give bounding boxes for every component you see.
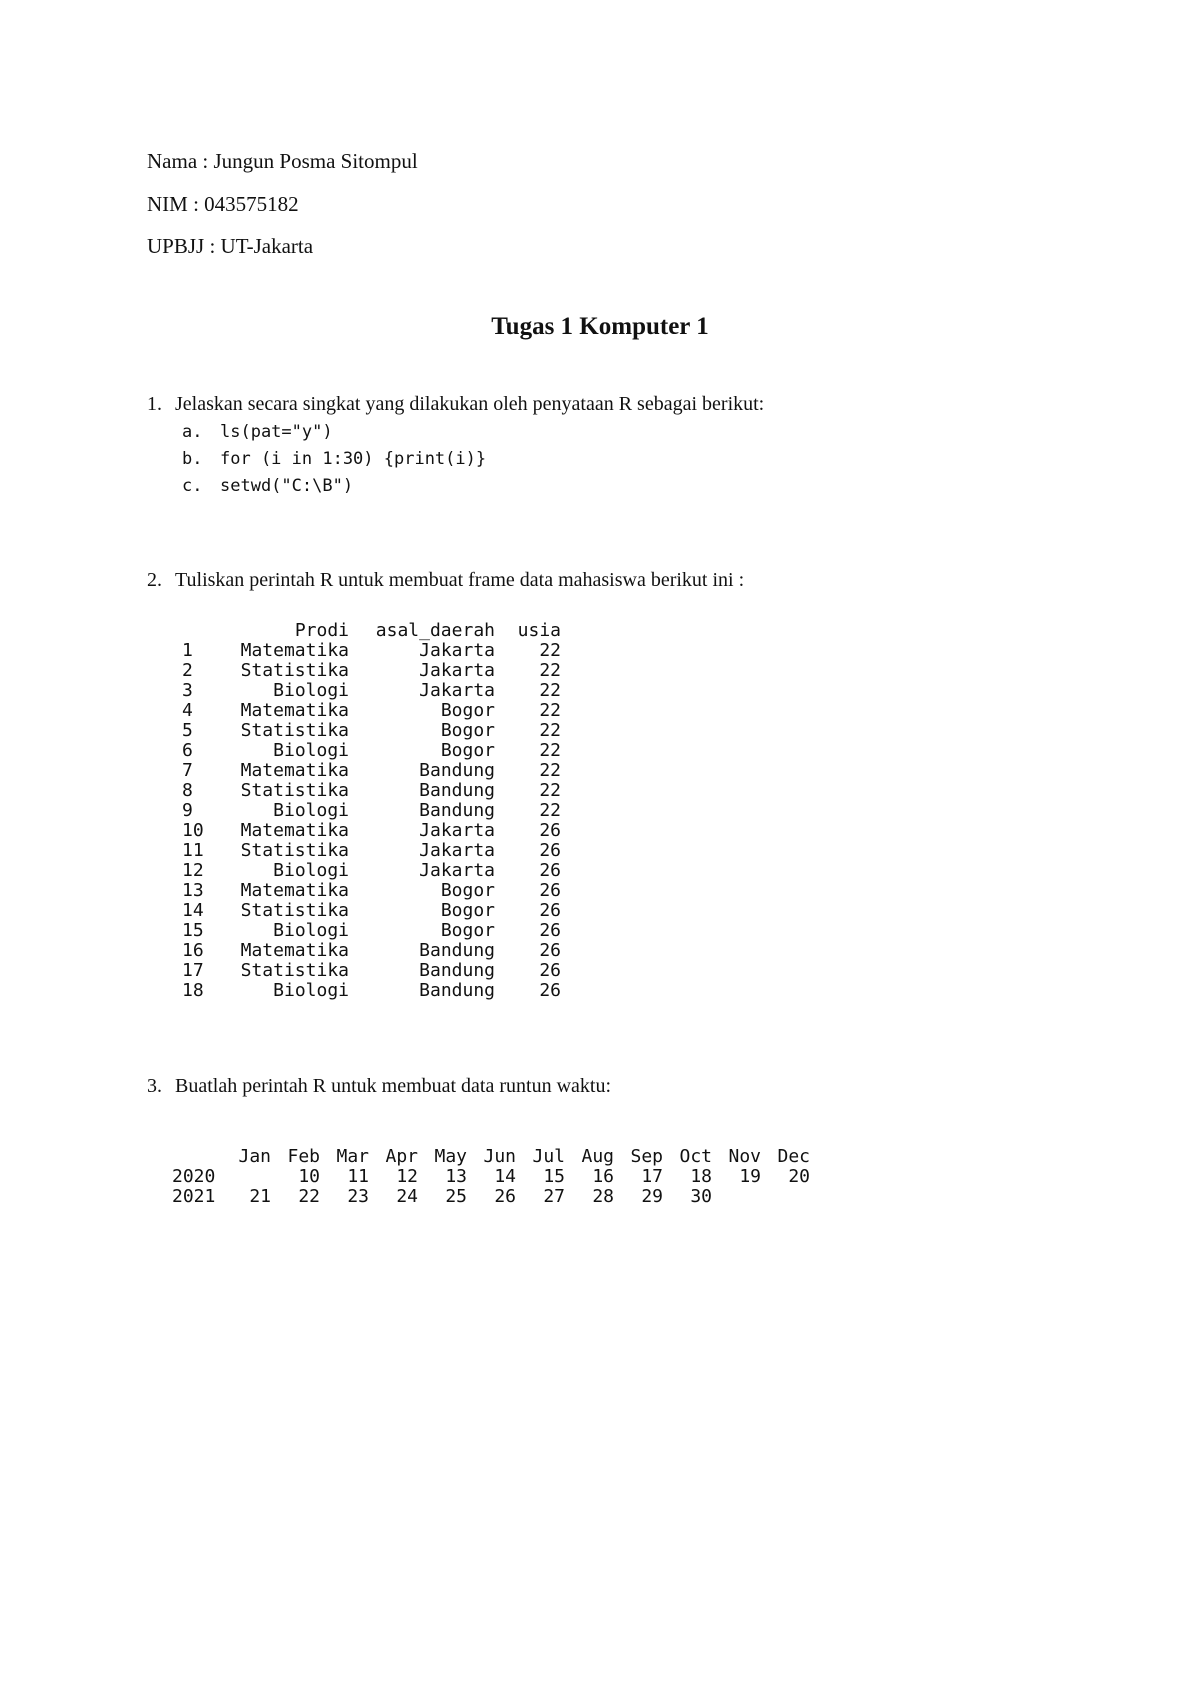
cell-prodi: Matematika [240, 640, 349, 661]
row-index: 15 [182, 920, 204, 941]
cell-asal-daerah: Bogor [440, 920, 495, 941]
row-index: 2 [182, 660, 193, 681]
cell-usia: 22 [539, 780, 561, 801]
table-row [182, 821, 561, 841]
cell-usia: 22 [539, 700, 561, 721]
question-2-number: 2. [147, 569, 162, 591]
row-index: 18 [182, 980, 204, 1001]
row-index: 1 [182, 640, 193, 661]
code-item-code: ls(pat="y") [220, 422, 333, 442]
time-series-value: 16 [592, 1166, 614, 1187]
code-item-marker: b. [182, 449, 203, 469]
cell-asal-daerah: Jakarta [419, 820, 495, 841]
time-series-value: 24 [396, 1186, 418, 1207]
month-header: Dec [777, 1146, 810, 1167]
cell-prodi: Matematika [240, 940, 349, 961]
cell-asal-daerah: Bandung [419, 960, 495, 981]
cell-prodi: Statistika [240, 960, 349, 981]
time-series-value: 29 [641, 1186, 663, 1207]
time-series-value: 17 [641, 1166, 663, 1187]
cell-asal-daerah: Bandung [419, 800, 495, 821]
month-header: Feb [287, 1146, 320, 1167]
column-header-prodi: Prodi [294, 620, 349, 641]
table-row [182, 881, 561, 901]
row-index: 5 [182, 720, 193, 741]
code-item-b [182, 446, 486, 473]
question-3-text: Buatlah perintah R untuk membuat data runtun waktu: [175, 1075, 612, 1097]
time-series-value: 20 [788, 1166, 810, 1187]
time-series-header-row [172, 1147, 810, 1167]
row-index: 7 [182, 760, 193, 781]
cell-prodi: Biologi [273, 860, 349, 881]
time-series-value: 21 [249, 1186, 271, 1207]
time-series-value: 28 [592, 1186, 614, 1207]
table-row [182, 981, 561, 1001]
cell-prodi: Statistika [240, 660, 349, 681]
table-row [182, 721, 561, 741]
row-index: 9 [182, 800, 193, 821]
cell-asal-daerah: Bogor [440, 880, 495, 901]
cell-usia: 22 [539, 680, 561, 701]
code-item-marker: a. [182, 422, 203, 442]
month-header: Mar [336, 1146, 369, 1167]
cell-usia: 26 [539, 900, 561, 921]
column-header-usia: usia [517, 620, 561, 641]
table-row [182, 661, 561, 681]
cell-asal-daerah: Bandung [419, 940, 495, 961]
cell-usia: 22 [539, 760, 561, 781]
code-item-code: for (i in 1:30) {print(i)} [220, 449, 487, 469]
time-series-value [712, 1187, 761, 1207]
question-3 [147, 1073, 611, 1099]
table-row [182, 961, 561, 981]
question-1-text: Jelaskan secara singkat yang dilakukan oleh penyataan R sebagai berikut: [175, 393, 765, 415]
time-series-value: 13 [445, 1166, 467, 1187]
month-header: Apr [385, 1146, 418, 1167]
cell-asal-daerah: Jakarta [419, 680, 495, 701]
month-header: Aug [581, 1146, 614, 1167]
time-series-value: 23 [347, 1186, 369, 1207]
cell-usia: 26 [539, 960, 561, 981]
cell-asal-daerah: Jakarta [419, 840, 495, 861]
code-item-marker: c. [182, 476, 203, 496]
table-row [182, 841, 561, 861]
cell-prodi: Biologi [273, 980, 349, 1001]
row-index: 10 [182, 820, 204, 841]
cell-usia: 22 [539, 660, 561, 681]
question-2 [147, 567, 744, 593]
year-label: 2020 [172, 1166, 216, 1187]
cell-usia: 26 [539, 840, 561, 861]
table-row [182, 781, 561, 801]
question-1 [147, 391, 764, 417]
page-title: Tugas 1 Komputer 1 [491, 313, 709, 340]
cell-usia: 26 [539, 920, 561, 941]
time-series-row [172, 1167, 810, 1187]
row-index: 3 [182, 680, 193, 701]
time-series-value: 11 [347, 1166, 369, 1187]
row-index: 12 [182, 860, 204, 881]
table-row [182, 741, 561, 761]
row-index: 14 [182, 900, 204, 921]
row-index: 6 [182, 740, 193, 761]
table-row [182, 861, 561, 881]
cell-prodi: Statistika [240, 780, 349, 801]
column-header-asal-daerah: asal_daerah [375, 620, 495, 641]
cell-usia: 26 [539, 880, 561, 901]
time-series-value: 12 [396, 1166, 418, 1187]
time-series-corner [172, 1147, 222, 1167]
time-series-value: 19 [739, 1166, 761, 1187]
month-header: Jul [532, 1146, 565, 1167]
code-item-a [182, 419, 486, 446]
year-label: 2021 [172, 1186, 216, 1207]
cell-usia: 22 [539, 720, 561, 741]
cell-asal-daerah: Bogor [440, 720, 495, 741]
row-index: 13 [182, 880, 204, 901]
cell-asal-daerah: Bandung [419, 780, 495, 801]
cell-prodi: Biologi [273, 800, 349, 821]
cell-usia: 22 [539, 640, 561, 661]
cell-asal-daerah: Bogor [440, 700, 495, 721]
time-series-value: 18 [690, 1166, 712, 1187]
cell-usia: 26 [539, 820, 561, 841]
table-row [182, 641, 561, 661]
student-name: Nama : Jungun Posma Sitompul [147, 149, 418, 173]
cell-asal-daerah: Bandung [419, 980, 495, 1001]
time-series-value: 30 [690, 1186, 712, 1207]
table-row [182, 681, 561, 701]
cell-prodi: Statistika [240, 840, 349, 861]
time-series-table [172, 1147, 810, 1207]
table-row [182, 901, 561, 921]
cell-asal-daerah: Jakarta [419, 640, 495, 661]
month-header: Nov [728, 1146, 761, 1167]
time-series-value: 26 [494, 1186, 516, 1207]
row-index: 17 [182, 960, 204, 981]
data-frame-header-row [182, 621, 561, 641]
cell-prodi: Matematika [240, 880, 349, 901]
cell-prodi: Statistika [240, 900, 349, 921]
row-index: 16 [182, 940, 204, 961]
table-row [182, 701, 561, 721]
cell-prodi: Statistika [240, 720, 349, 741]
cell-usia: 22 [539, 740, 561, 761]
cell-prodi: Biologi [273, 740, 349, 761]
question-1-code-list [182, 419, 486, 500]
question-1-number: 1. [147, 393, 162, 415]
month-header: Oct [679, 1146, 712, 1167]
month-header: Sep [630, 1146, 663, 1167]
cell-usia: 26 [539, 980, 561, 1001]
cell-asal-daerah: Bogor [440, 900, 495, 921]
time-series-value [761, 1187, 810, 1207]
cell-prodi: Matematika [240, 760, 349, 781]
month-header: May [434, 1146, 467, 1167]
cell-asal-daerah: Jakarta [419, 660, 495, 681]
cell-asal-daerah: Jakarta [419, 860, 495, 881]
row-index: 8 [182, 780, 193, 801]
time-series-value [222, 1167, 271, 1187]
student-upbjj: UPBJJ : UT-Jakarta [147, 234, 314, 258]
month-header: Jan [238, 1146, 271, 1167]
month-header: Jun [483, 1146, 516, 1167]
student-nim: NIM : 043575182 [147, 192, 299, 216]
cell-usia: 26 [539, 940, 561, 961]
cell-prodi: Matematika [240, 700, 349, 721]
code-item-c [182, 473, 486, 500]
table-row [182, 761, 561, 781]
row-index: 11 [182, 840, 204, 861]
time-series-value: 27 [543, 1186, 565, 1207]
table-row [182, 941, 561, 961]
cell-usia: 22 [539, 800, 561, 821]
question-3-number: 3. [147, 1075, 162, 1097]
cell-prodi: Biologi [273, 920, 349, 941]
time-series-value: 14 [494, 1166, 516, 1187]
row-index: 4 [182, 700, 193, 721]
time-series-value: 25 [445, 1186, 467, 1207]
cell-usia: 26 [539, 860, 561, 881]
cell-asal-daerah: Bandung [419, 760, 495, 781]
time-series-value: 22 [298, 1186, 320, 1207]
time-series-value: 15 [543, 1166, 565, 1187]
student-data-frame [182, 621, 561, 1001]
table-row [182, 801, 561, 821]
data-frame-index-header [182, 621, 224, 641]
code-item-code: setwd("C:\B") [220, 476, 354, 496]
question-2-text: Tuliskan perintah R untuk membuat frame data mahasiswa berikut ini : [175, 569, 745, 591]
cell-prodi: Biologi [273, 680, 349, 701]
cell-prodi: Matematika [240, 820, 349, 841]
time-series-row [172, 1187, 810, 1207]
table-row [182, 921, 561, 941]
cell-asal-daerah: Bogor [440, 740, 495, 761]
time-series-value: 10 [298, 1166, 320, 1187]
